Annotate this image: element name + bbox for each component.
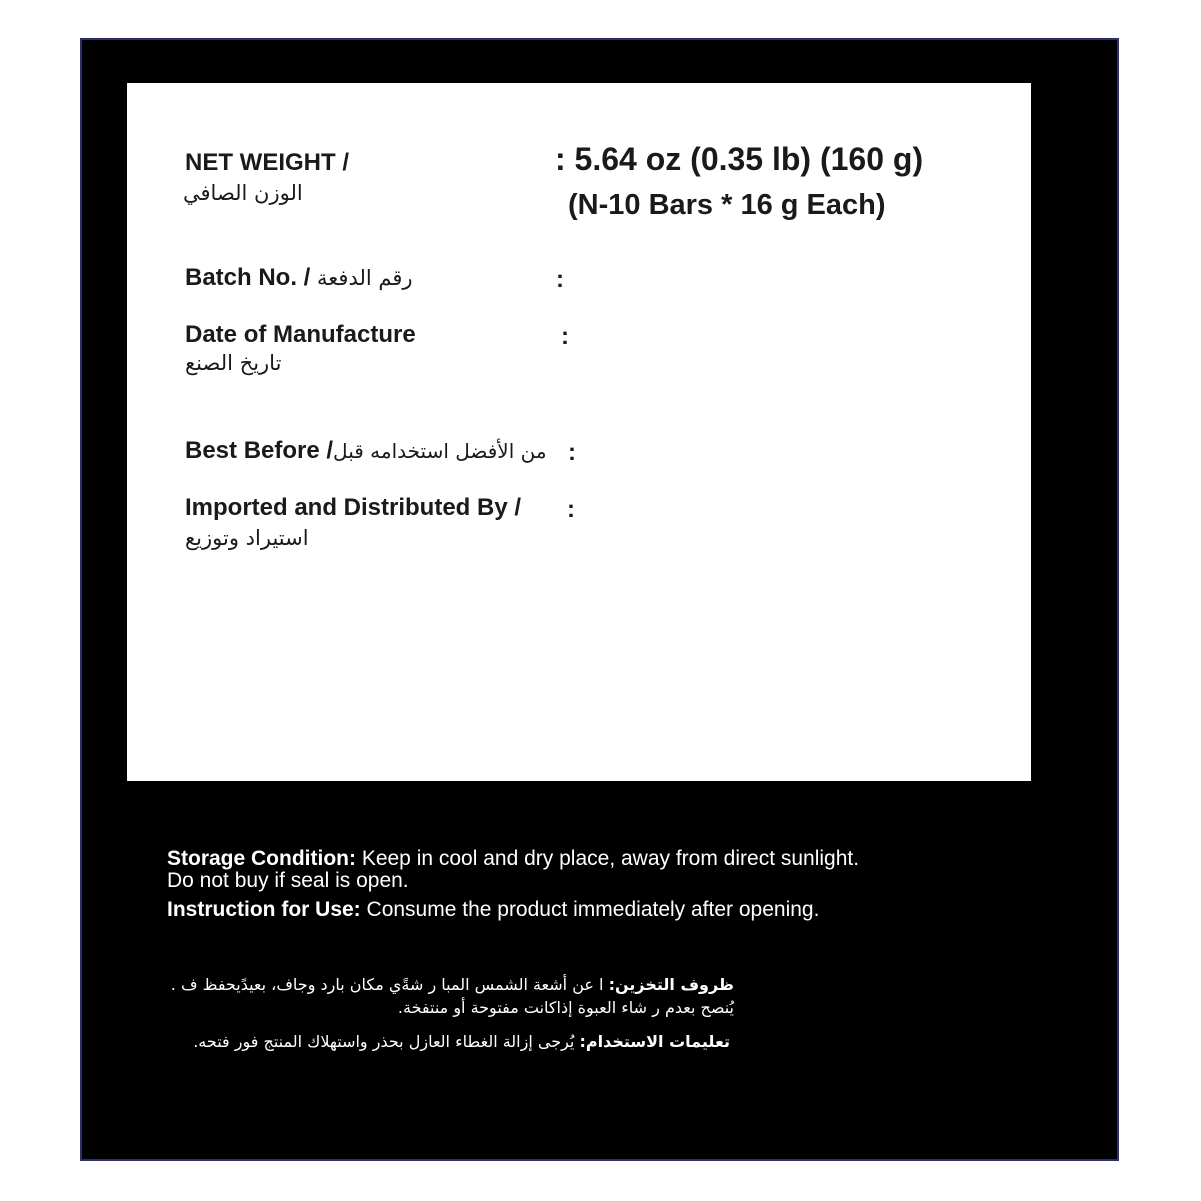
info-card [127,83,1031,781]
imported-label: Imported and Distributed By / [185,494,522,521]
batch-label [185,264,413,292]
ar-storage-title: ظروف التخزين: [608,975,734,994]
ar-instruction-line [193,1032,730,1051]
net-weight-label: NET WEIGHT / [185,149,349,176]
instruction-note [167,899,867,921]
ar-storage-line2: يُنصح بعدم ر شاء العبوة إذاكانت مفتوحة أو منتفخة. [397,998,734,1017]
batch-colon: : [556,266,564,293]
net-weight-label-ar: الوزن الصافي [183,181,303,205]
net-weight-value: : 5.64 oz (0.35 lb) (160 g) [555,141,924,177]
instruction-text: Consume the product immediately after opening. [360,898,820,921]
imported-colon: : [567,496,575,523]
ar-storage-line1 [171,975,734,994]
manufacture-label: Date of Manufacture [185,321,416,348]
best-before-label-ar: من الأفضل استخدامه قبل [333,439,547,463]
ar-storage-text: ا عن أشعة الشمس المبا ر شةًي مكان بارد وجاف، بعيدًيحفظ ف . [170,975,609,994]
instruction-title: Instruction for Use: [167,898,361,921]
net-weight-detail: (N-10 Bars * 16 g Each) [568,189,886,221]
manufacture-colon: : [561,323,569,350]
best-before-colon: : [568,439,576,466]
storage-note [167,848,867,892]
batch-label-ar: رقم الدفعة [317,266,413,290]
ar-instruction-text: يُرجى إزالة الغطاء العازل بحذر واستهلاك المنتج فور فتحه. [193,1032,580,1051]
storage-text: Keep in cool and dry place, away from direct sunlight. Do not buy if seal is open. [167,847,860,892]
manufacture-label-ar: تاريخ الصنع [185,351,282,375]
storage-title: Storage Condition: [167,847,356,870]
best-before-label [185,437,547,465]
best-before-label-en: Best Before / [185,437,334,464]
batch-label-en: Batch No. / [185,264,311,291]
ar-instruction-title: تعليمات الاستخدام: [579,1032,730,1051]
imported-label-ar: استيراد وتوزيع [185,526,309,550]
